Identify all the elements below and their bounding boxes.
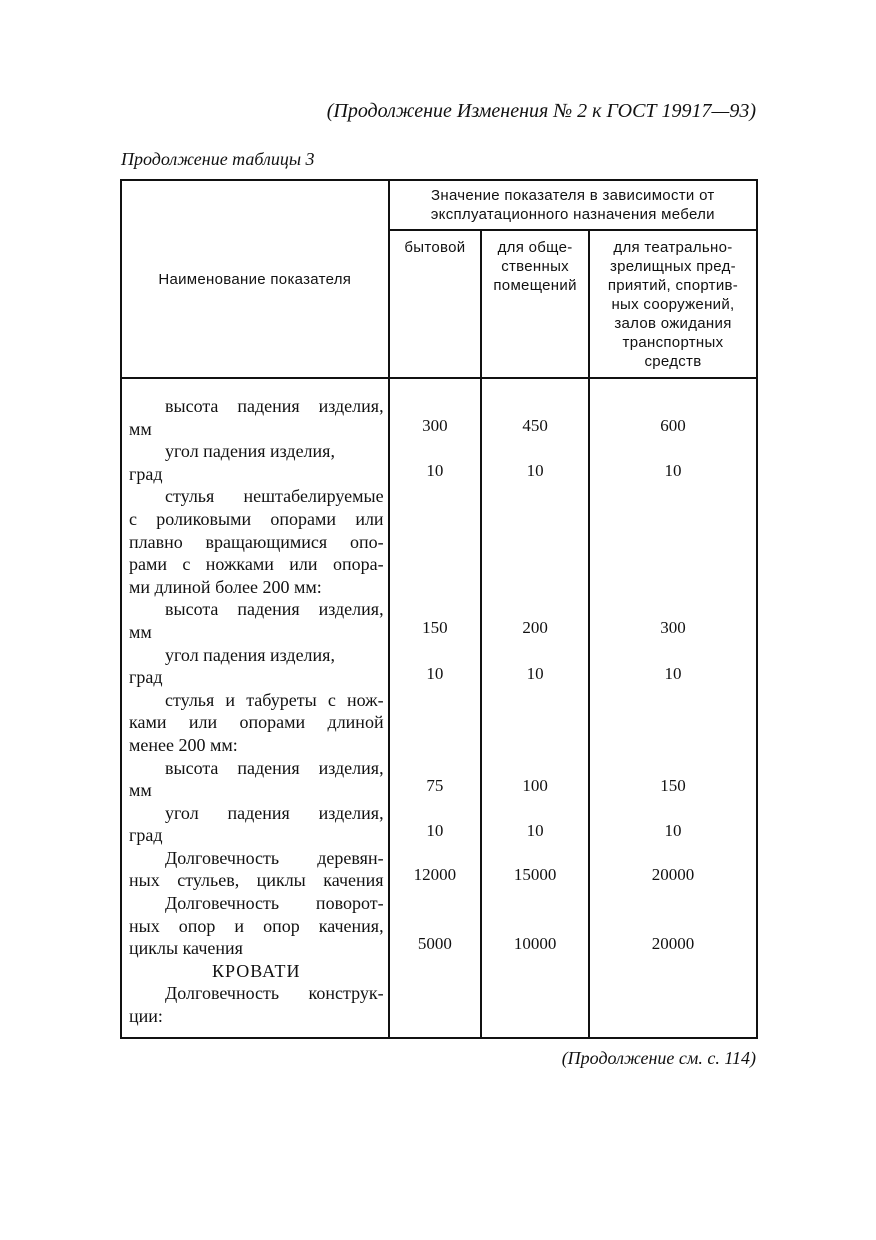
indicator-line: циклы качения	[129, 938, 243, 959]
subheader-public-line: для обще-	[497, 239, 573, 256]
indicator-names-cell	[121, 378, 389, 1038]
subheader-theatre-line: транспортных	[622, 334, 724, 351]
indicator-line: Долговечность поворот-	[165, 893, 384, 914]
indicator-line: град	[129, 667, 163, 688]
indicator-line: ции:	[129, 1006, 163, 1027]
values-home-col	[389, 378, 482, 1038]
value-cell: 150	[422, 618, 448, 637]
value-cell: 10	[426, 664, 444, 683]
subheader-theatre-line: для театрально-	[613, 239, 733, 256]
indicator-line: плавно вращающимися опо-	[129, 531, 384, 552]
group-header-line: эксплуатационного назначения мебели	[430, 206, 715, 223]
value-cell: 450	[522, 416, 548, 435]
value-cell: 10	[426, 461, 444, 480]
col-header-group	[389, 180, 757, 230]
table-caption: Продолжение таблицы 3	[121, 149, 315, 169]
values-public-col	[481, 378, 589, 1038]
indicator-line: угол падения изделия,	[165, 802, 384, 823]
indicator-line: менее 200 мм:	[129, 734, 238, 755]
value-cell: 300	[422, 416, 448, 435]
indicator-line: стулья и табуреты с нож-	[165, 689, 384, 710]
indicator-line: мм	[129, 780, 152, 801]
value-cell: 10	[526, 821, 544, 840]
value-cell: 75	[426, 776, 444, 795]
col-header-name-text: Наименование показателя	[158, 270, 352, 288]
subheader-public-line: ственных	[501, 258, 569, 275]
col-header-home	[389, 230, 482, 378]
subheader-home-line: бытовой	[404, 239, 466, 256]
value-cell: 15000	[513, 865, 557, 884]
value-cell: 10	[664, 664, 682, 683]
value-cell: 12000	[413, 865, 457, 884]
indicator-line: ками или опорами длиной	[129, 712, 384, 733]
indicator-line: с роликовыми опорами или	[129, 508, 384, 529]
indicator-line: мм	[129, 418, 152, 439]
value-cell: 10	[664, 821, 682, 840]
value-cell: 10	[426, 821, 444, 840]
indicator-line: мм	[129, 621, 152, 642]
subheader-theatre-line: ных сооружений,	[611, 296, 735, 313]
value-cell: 20000	[651, 934, 695, 953]
indicator-line: стулья нештабелируемые	[165, 486, 384, 507]
value-cell: 10	[526, 664, 544, 683]
indicator-line: высота падения изделия,	[165, 396, 384, 416]
indicator-line: Долговечность деревян-	[165, 847, 384, 868]
indicator-line: град	[129, 463, 163, 484]
value-cell: 5000	[417, 934, 452, 953]
col-header-theatre	[589, 230, 757, 378]
value-cell: 10	[526, 461, 544, 480]
col-header-name	[121, 180, 389, 378]
value-cell: 150	[660, 776, 686, 795]
indicator-line: ных стульев, циклы качения	[129, 870, 384, 891]
indicator-line: ных опор и опор качения,	[129, 915, 384, 936]
indicator-line: угол падения изделия,	[165, 644, 335, 665]
value-cell: 20000	[651, 865, 695, 884]
continuation-note: (Продолжение см. с. 114)	[561, 1048, 756, 1068]
indicator-table	[120, 179, 758, 1039]
value-cell: 10000	[513, 934, 557, 953]
values-theatre-col	[589, 378, 757, 1038]
indicator-line: ми длиной более 200 мм:	[129, 576, 322, 597]
subheader-theatre-line: приятий, спортив-	[607, 277, 739, 294]
group-header-line: Значение показателя в зависимости от	[431, 187, 715, 204]
indicator-line: Долговечность конструк-	[165, 983, 384, 1004]
indicator-line: высота падения изделия,	[165, 599, 384, 620]
indicator-line: угол падения изделия,	[165, 441, 335, 462]
document-header: (Продолжение Изменения № 2 к ГОСТ 19917—93)	[326, 100, 756, 122]
subheader-public-line: помещений	[493, 277, 577, 294]
value-cell: 100	[522, 776, 548, 795]
indicator-line: рами с ножками или опора-	[129, 554, 384, 575]
subheader-theatre-line: зрелищных пред-	[609, 258, 736, 275]
subheader-theatre-line: средств	[644, 353, 702, 370]
subheader-theatre-line: залов ожидания	[614, 315, 732, 332]
col-header-public	[481, 230, 589, 378]
value-cell: 10	[664, 461, 682, 480]
value-cell: 600	[660, 416, 686, 435]
value-cell: 300	[660, 618, 686, 637]
value-cell: 200	[522, 618, 548, 637]
section-heading: КРОВАТИ	[212, 960, 301, 981]
indicator-line: град	[129, 825, 163, 846]
indicator-line: высота падения изделия,	[165, 757, 384, 778]
